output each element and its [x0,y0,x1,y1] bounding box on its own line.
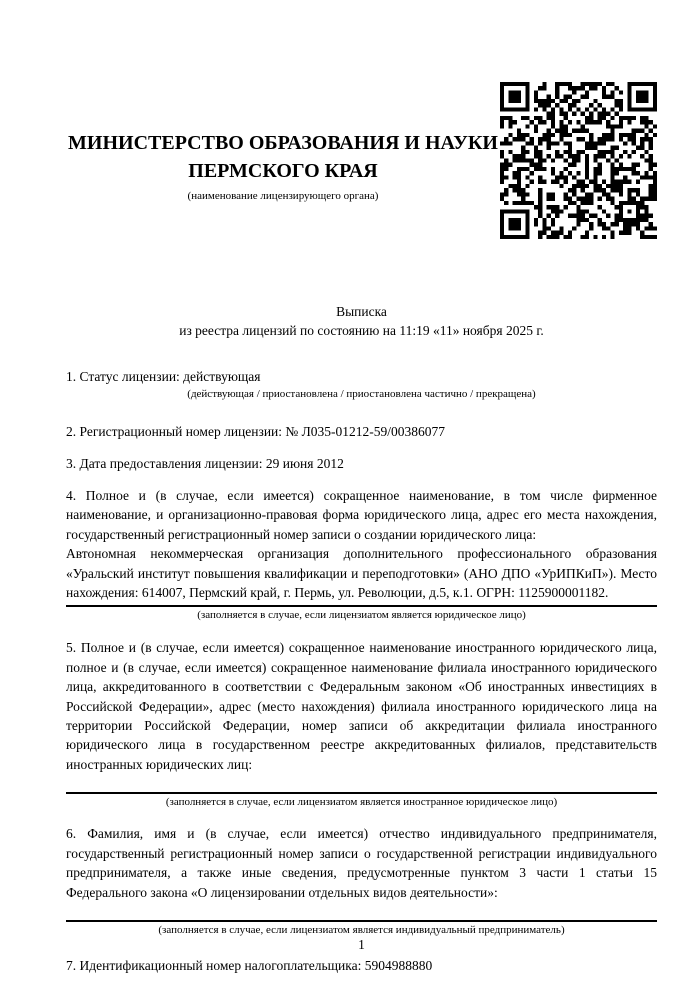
licensing-authority-block [66,82,500,202]
document-title [66,302,657,340]
doc-title-line: Выписка [336,304,387,319]
ministry-name-line1: МИНИСТЕРСТВО ОБРАЗОВАНИЯ И НАУКИ [68,132,498,154]
legal-entity-label: 4. Полное и (в случае, если имеется) сокращенное наименование, в том числе фирменное наименование, и организационно-правовая форма юридического лица, адрес его места нахождения, государственный регистрационный номер записи о создании юридического лица: [66,488,657,542]
document-header [66,82,657,246]
foreign-entity-caption: (заполняется в случае, если лицензиатом является иностранное юридическое лицо) [165,796,558,809]
fill-rule-entrepreneur [66,920,657,922]
qr-code-image [500,82,657,239]
fill-rule-foreign-entity [66,792,657,794]
entrepreneur-caption: (заполняется в случае, если лицензиатом является индивидуальный предприниматель) [158,923,565,936]
fill-rule-legal-entity [66,605,657,607]
taxpayer-number-text: 7. Идентификационный номер налогоплательщика: 5904988880 [66,957,433,973]
license-status-options-caption: (действующая / приостановлена / приостановлена частично / прекращена) [187,388,536,400]
ministry-name [66,129,500,185]
qr-code [500,82,657,239]
doc-title-date-line: из реестра лицензий по состоянию на 11:19 «11» ноября 2025 г. [179,323,544,338]
license-status-text: 1. Статус лицензии: действующая [66,369,261,384]
legal-entity-value: Автономная некоммерческая организация дополнительного профессионального образования «Уральский институт повышения квалификации и переподготовки» (АНО ДПО «УрИПКиП»). Место нахождения: 614007, Пермский край, г. Пермь, ул. Революции, д.5, к.1. ОГРН: 1125900001182. [66,546,657,601]
item-foreign-entity [66,638,657,809]
page-number: 1 [358,937,365,952]
entrepreneur-label: 6. Фамилия, имя и (в случае, если имеется) отчество индивидуального предпринимателя, государственный регистрационный номер записи о государственной регистрации индивидуального предпринимателя, а также иные сведения, предусмотренные пунктом 3 части 1 статьи 15 Федерального закона «О лицензировании отдельных видов деятельности»: [66,826,657,900]
foreign-entity-label: 5. Полное и (в случае, если имеется) сокращенное наименование иностранного юридического лица, полное и (в случае, если имеется) сокращенное наименование филиала иностранного юридического лица, аккредитованного в соответствии с Федеральным законом «Об иностранных инвестициях в Российской Федерации», адрес (место нахождения) филиала иностранного юридического лица на территории Российской Федерации, номер записи об аккредитации филиала иностранного юридического лица в государственном реестре аккредитованных филиалов, представительств иностранных юридических лиц: [66,640,657,772]
item-license-status [66,367,657,401]
item-entrepreneur [66,824,657,937]
ministry-name-line2: ПЕРМСКОГО КРАЯ [188,160,378,182]
grant-date-text: 3. Дата предоставления лицензии: 29 июня 2012 [66,456,344,471]
registration-number-text: 2. Регистрационный номер лицензии: № Л035-01212-59/00386077 [66,424,446,439]
licensing-authority-caption: (наименование лицензирующего органа) [187,190,379,202]
legal-entity-caption: (заполняется в случае, если лицензиатом является юридическое лицо) [197,609,526,622]
item-legal-entity [66,486,657,622]
